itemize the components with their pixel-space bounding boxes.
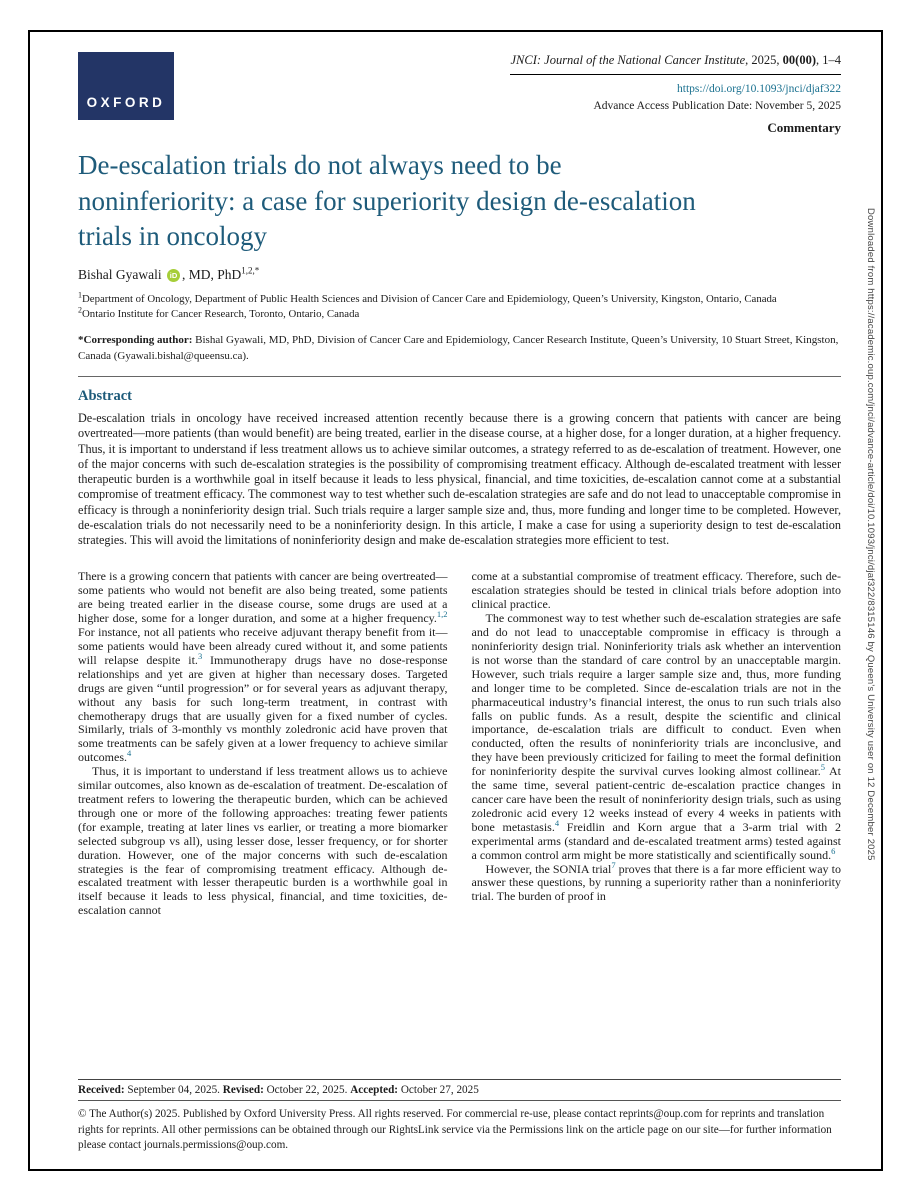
reference-link[interactable]: 4	[554, 817, 560, 828]
received-label: Received:	[78, 1084, 125, 1097]
abstract-heading: Abstract	[78, 388, 132, 405]
orcid-icon-label: iD	[169, 270, 178, 280]
abstract-text: De-escalation trials in oncology have received increased attention recently because there is a growing concern that patients with cancer are being overtreated—more patients (than would benefit) are being treated, earlier in the disease course, at a higher dose, for a longer duration, at a higher frequency. Thus, it is important to understand if less treatment allows us to achieve similar outcomes, a strategy referred to as de-escalation of treatment. However, one of the major concerns with such de-escalation strategies is the possibility of compromising treatment efficacy. Although de-escalated treatment with lesser therapeutic burden is a worthwhile goal in itself because it leads to less physical, financial, and time toxicities, de-escalation cannot come at a substantial compromise of treatment efficacy. The commonest way to test whether such de-escalation strategies are safe and do not lead to unacceptable compromise in efficacy is through a noninferiority design trial. Such trials require a larger sample size and, thus, more funding and longer time to be completed. However, de-escalation trials do not necessarily need to be a noninferiority design. In this article, I make a case for using a superiority design to test de-escalation strategies. This will avoid the limitations of noninferiority design and make de-escalation strategies more efficient to test.	[78, 411, 841, 548]
affiliation-2-marker: 2	[78, 305, 82, 315]
reference-link[interactable]: 3	[197, 650, 203, 661]
article-type-label: Commentary	[767, 119, 841, 135]
journal-year: , 2025,	[745, 53, 783, 67]
oxford-logo	[78, 52, 174, 120]
article-title-line: De-escalation trials do not always need to be	[78, 150, 562, 181]
article-content	[30, 32, 881, 1169]
reference-link[interactable]: 4	[127, 748, 132, 759]
reference-link[interactable]: 5	[820, 762, 826, 773]
article-footer	[78, 1079, 841, 1153]
received-date: September 04, 2025.	[124, 1084, 223, 1097]
author-name: Bishal Gyawali	[78, 266, 162, 282]
journal-citation-row	[510, 52, 841, 80]
journal-citation	[510, 52, 841, 75]
affiliation-1	[78, 292, 841, 308]
orcid-icon[interactable]	[167, 269, 180, 282]
doi-link[interactable]: https://doi.org/10.1093/jnci/djaf322	[677, 82, 841, 95]
advance-access-date: Advance Access Publication Date: November 5, 2025	[593, 100, 841, 113]
affiliation-1-marker: 1	[78, 290, 82, 300]
journal-pages: , 1–4	[816, 53, 841, 67]
affiliations	[78, 292, 841, 323]
journal-name: JNCI: Journal of the National Cancer Institute	[510, 53, 746, 67]
header-divider	[78, 376, 841, 377]
affiliation-2-text: Ontario Institute for Cancer Research, Toronto, Ontario, Canada	[82, 308, 360, 321]
body-columns	[78, 570, 841, 918]
abstract-section	[78, 386, 841, 548]
corresponding-author-text: Bishal Gyawali, MD, PhD, Division of Cancer Care and Epidemiology, Cancer Research Institute, Queen’s University, 10 Stuart Street, Kingston, Canada (Gyawali.bishal@queensu.ca).	[78, 334, 839, 362]
reference-link[interactable]: 6	[831, 845, 836, 856]
author-degrees: , MD, PhD	[182, 266, 242, 282]
affiliation-1-text: Department of Oncology, Department of Public Health Sciences and Division of Cancer Care and Epidemiology, Queen’s University, Kingston, Ontario, Canada	[82, 292, 777, 305]
left-column	[78, 570, 448, 918]
journal-info	[510, 52, 841, 136]
article-title	[78, 148, 841, 253]
revised-label: Revised:	[222, 1084, 264, 1097]
corresponding-author-label: *Corresponding author:	[78, 334, 193, 347]
body-paragraph: Thus, it is important to understand if less treatment allows us to achieve similar outcomes, also known as de-escalation of treatment. De-escalation of treatment refers to lowering the therapeutic burden, which can be achieved through one or more of the following approaches: treating fewer patients (for example, treating at later lines vs earlier, or treating a more biomarker selected subgroup vs all), using lesser dose, lesser frequency, or for shorter duration. However, one of the major concerns with such de-escalation strategies is the fear of compromising treatment efficacy. Although de-escalated treatment with lesser therapeutic burden is a worthwhile goal in itself because it leads to less physical, financial, and time toxicities, de-escalation cannot	[78, 764, 448, 918]
oxford-logo-text: OXFORD	[86, 95, 166, 110]
body-paragraph: However, the SONIA trial$^7$ proves that there is a far more efficient way to answer these questions, by running a superiority rather than a noninferiority trial. The burden of proof in	[471, 859, 841, 904]
body-paragraph: come at a substantial compromise of treatment efficacy. Therefore, such de-escalation strategies should be tested in clinical trials before adoption into clinical practice.	[471, 569, 841, 612]
article-title-line: trials in oncology	[78, 220, 267, 251]
accepted-date: October 27, 2025	[398, 1084, 479, 1097]
history-dates	[78, 1079, 841, 1101]
accepted-label: Accepted:	[350, 1084, 399, 1097]
affiliation-2	[78, 307, 841, 323]
download-watermark: Downloaded from https://academic.oup.com/jnci/advance-article/doi/10.1093/jnci/djaf322/8315146 by Queen's University user on 12 December 2025	[865, 208, 876, 861]
masthead	[78, 52, 841, 136]
body-paragraph: There is a growing concern that patients with cancer are being overtreated—some patients who would not benefit are also being treated, some patients are being treated earlier in the disease course, some drugs are used at a higher dose, some for a longer duration, and some at a higher frequency.$^{1,2}$ For instance, not all patients who receive adjuvant therapy benefit from it—some patients would have been already cured without it, and some patients will relapse despite it.$^3$ Immunotherapy drugs have no dose-response relationships and yet are given at higher than necessary doses. Targeted drugs are given “until progression” or for several years as adjuvant therapy, without any basis for such long-term treatment, in contrast with chemotherapy drugs that are usually given for a fixed number of cycles. Similarly, trials of 3-monthly vs monthly zoledronic acid have proven that some treatments can be safely given at a lower frequency to achieve similar outcomes.$^4$	[78, 569, 448, 765]
doi-row	[510, 80, 841, 98]
journal-issue: 00(00)	[782, 53, 816, 67]
article-title-line: noninferiority: a case for superiority design de-escalation	[78, 185, 696, 216]
corresponding-author-note	[78, 333, 841, 364]
reference-link[interactable]: 1,2	[436, 609, 448, 620]
author-line	[78, 267, 841, 283]
reference-link[interactable]: 7	[611, 859, 616, 870]
copyright-notice: © The Author(s) 2025. Published by Oxford University Press. All rights reserved. For commercial re-use, please contact reprints@oup.com for reprints and translation rights for reprints. All other permissions can be obtained through our RightsLink service via the Permissions link on the article page on our site—for further information please contact journals.permissions@oup.com.	[78, 1108, 832, 1151]
author-affiliation-markers: 1,2,*	[241, 265, 260, 276]
page-border-frame	[28, 30, 883, 1171]
body-paragraph: The commonest way to test whether such de-escalation strategies are safe and do not lead to unacceptable compromise in efficacy is through a noninferiority design trial. Noninferiority trials ask whether an intervention is not worse than the standard of care control by an unacceptable margin. However, such trials require a larger sample size and, thus, more funding and longer time to be completed. Since de-escalation trials are not in the pharmaceutical industry’s financial interest, the onus to run such trials also falls on public funds. As a result, despite the scientific and clinical importance, de-escalation trials are difficult to conduct. Even when conducted, often the results of noninferiority trials are inconclusive, and they have been previously criticized for failing to meet the formal definition for noninferiority despite the survival curves looking almost collinear.$^5$ At the same time, several patient-centric de-escalation practice changes in cancer care have been the result of noninferiority design trials, such as using zoledronic acid every 12 weeks instead of every 4 weeks in patients with bone metastasis.$^4$ Freidlin and Korn argue that a 3-arm trial with 2 experimental arms (standard and de-escalated treatment arms) tested against a common control arm might be more statistically and scientifically sound.$^6$	[471, 611, 841, 862]
revised-date: October 22, 2025.	[263, 1084, 351, 1097]
right-column	[472, 570, 842, 904]
